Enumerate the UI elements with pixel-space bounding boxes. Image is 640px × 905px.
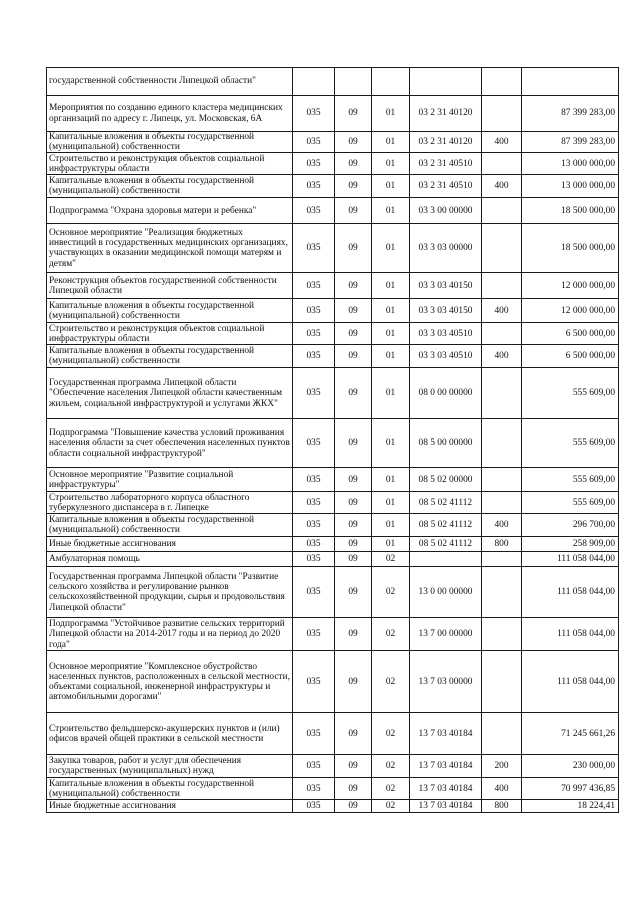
- row-section-code: 09: [335, 96, 372, 132]
- row-subsection-code: 01: [372, 323, 410, 345]
- row-target-code: 03 3 03 40150: [410, 273, 482, 299]
- row-target-code: 03 2 31 40120: [410, 132, 482, 153]
- row-amount: 18 224,41: [522, 800, 619, 813]
- row-name: Подпрограмма "Повышение качества условий проживания населения области за счет обеспечения населенных пунктов области социальной инфраструктурой": [47, 419, 293, 468]
- row-subsection-code: 01: [372, 153, 410, 175]
- row-ved-code: 035: [293, 537, 335, 552]
- row-ved-code: 035: [293, 618, 335, 651]
- row-target-code: 13 7 03 40184: [410, 800, 482, 813]
- row-name: Амбулаторная помощь: [47, 552, 293, 567]
- row-section-code: 09: [335, 224, 372, 273]
- row-target-code: 13 7 03 00000: [410, 651, 482, 713]
- row-expense-type: [482, 713, 522, 755]
- row-expense-type: [482, 68, 522, 96]
- row-target-code: 13 7 03 40184: [410, 713, 482, 755]
- table-row: [47, 368, 619, 419]
- row-name: Иные бюджетные ассигнования: [47, 537, 293, 552]
- table-row: [47, 198, 619, 224]
- row-name: Государственная программа Липецкой области "Обеспечение населения Липецкой области качественным жильем, социальной инфраструктурой и услугами ЖКХ": [47, 368, 293, 419]
- row-subsection-code: 01: [372, 419, 410, 468]
- row-ved-code: 035: [293, 567, 335, 618]
- row-section-code: 09: [335, 153, 372, 175]
- row-name: Подпрограмма "Устойчивое развитие сельских территорий Липецкой области на 2014-2017 годы и на период до 2020 года": [47, 618, 293, 651]
- row-amount: 555 609,00: [522, 492, 619, 514]
- row-ved-code: 035: [293, 323, 335, 345]
- row-section-code: 09: [335, 345, 372, 368]
- row-expense-type: [482, 153, 522, 175]
- row-subsection-code: 01: [372, 514, 410, 537]
- row-expense-type: [482, 468, 522, 492]
- row-ved-code: 035: [293, 132, 335, 153]
- row-expense-type: 200: [482, 755, 522, 778]
- row-name: Капитальные вложения в объекты государственной (муниципальной) собственности: [47, 514, 293, 537]
- row-name: Строительство лабораторного корпуса областного туберкулезного диспансера в г. Липецке: [47, 492, 293, 514]
- row-ved-code: 035: [293, 96, 335, 132]
- row-amount: 70 997 436,85: [522, 778, 619, 800]
- table-row: [47, 552, 619, 567]
- row-section-code: 09: [335, 132, 372, 153]
- row-section-code: 09: [335, 713, 372, 755]
- row-amount: 258 909,00: [522, 537, 619, 552]
- row-section-code: 09: [335, 537, 372, 552]
- row-target-code: 08 5 02 41112: [410, 514, 482, 537]
- row-target-code: 03 2 31 40510: [410, 175, 482, 198]
- row-amount: 6 500 000,00: [522, 323, 619, 345]
- row-ved-code: 035: [293, 153, 335, 175]
- table-row: [47, 618, 619, 651]
- row-subsection-code: 02: [372, 778, 410, 800]
- row-target-code: [410, 552, 482, 567]
- row-target-code: [410, 68, 482, 96]
- row-subsection-code: 01: [372, 224, 410, 273]
- row-target-code: 03 3 03 00000: [410, 224, 482, 273]
- row-expense-type: [482, 198, 522, 224]
- table-row: [47, 299, 619, 323]
- row-target-code: 13 7 00 00000: [410, 618, 482, 651]
- row-target-code: 03 3 03 40510: [410, 323, 482, 345]
- row-name: Капитальные вложения в объекты государственной (муниципальной) собственности: [47, 778, 293, 800]
- table-row: [47, 175, 619, 198]
- row-ved-code: 035: [293, 368, 335, 419]
- row-expense-type: 400: [482, 345, 522, 368]
- table-row: [47, 224, 619, 273]
- row-expense-type: 800: [482, 537, 522, 552]
- row-expense-type: 800: [482, 800, 522, 813]
- row-target-code: 08 5 02 41112: [410, 492, 482, 514]
- row-amount: 111 058 044,00: [522, 618, 619, 651]
- row-subsection-code: 02: [372, 800, 410, 813]
- row-section-code: 09: [335, 198, 372, 224]
- table-row: [47, 800, 619, 813]
- table-row: [47, 537, 619, 552]
- budget-table: [46, 67, 619, 813]
- row-amount: 12 000 000,00: [522, 299, 619, 323]
- row-target-code: 13 7 03 40184: [410, 778, 482, 800]
- row-subsection-code: 01: [372, 299, 410, 323]
- table-row: [47, 273, 619, 299]
- table-row: [47, 153, 619, 175]
- row-subsection-code: 01: [372, 368, 410, 419]
- row-section-code: [335, 68, 372, 96]
- row-name: Подпрограмма "Охрана здоровья матери и ребенка": [47, 198, 293, 224]
- row-name: Реконструкция объектов государственной собственности Липецкой области: [47, 273, 293, 299]
- row-expense-type: 400: [482, 299, 522, 323]
- row-subsection-code: 01: [372, 273, 410, 299]
- row-section-code: 09: [335, 552, 372, 567]
- row-target-code: 08 0 00 00000: [410, 368, 482, 419]
- table-row: [47, 468, 619, 492]
- row-ved-code: 035: [293, 224, 335, 273]
- row-ved-code: 035: [293, 713, 335, 755]
- row-expense-type: [482, 651, 522, 713]
- row-target-code: 13 0 00 00000: [410, 567, 482, 618]
- row-ved-code: 035: [293, 552, 335, 567]
- row-subsection-code: 02: [372, 713, 410, 755]
- row-ved-code: 035: [293, 492, 335, 514]
- table-row: [47, 492, 619, 514]
- row-expense-type: [482, 618, 522, 651]
- row-subsection-code: 01: [372, 96, 410, 132]
- table-row: [47, 514, 619, 537]
- row-name: Капитальные вложения в объекты государственной (муниципальной) собственности: [47, 299, 293, 323]
- row-section-code: 09: [335, 175, 372, 198]
- row-amount: 87 399 283,00: [522, 96, 619, 132]
- row-target-code: 03 2 31 40510: [410, 153, 482, 175]
- row-name: Капитальные вложения в объекты государственной (муниципальной) собственности: [47, 132, 293, 153]
- row-name: Строительство и реконструкция объектов социальной инфраструктуры области: [47, 153, 293, 175]
- row-subsection-code: [372, 68, 410, 96]
- table-row: [47, 132, 619, 153]
- row-section-code: 09: [335, 468, 372, 492]
- row-name: Капитальные вложения в объекты государственной (муниципальной) собственности: [47, 175, 293, 198]
- row-name: Закупка товаров, работ и услуг для обеспечения государственных (муниципальных) нужд: [47, 755, 293, 778]
- table-row: [47, 345, 619, 368]
- row-name: Основное мероприятие "Комплексное обустройство населенных пунктов, расположенных в сельской местности, объектами социальной, инженерной инфраструктуры и автомобильными дорогами": [47, 651, 293, 713]
- row-name: государственной собственности Липецкой области": [47, 68, 293, 96]
- row-section-code: 09: [335, 651, 372, 713]
- row-expense-type: [482, 273, 522, 299]
- row-amount: 13 000 000,00: [522, 175, 619, 198]
- row-amount: 71 245 661,26: [522, 713, 619, 755]
- row-name: Государственная программа Липецкой области "Развитие сельского хозяйства и регулирование рынков сельскохозяйственной продукции, сырья и продовольствия Липецкой области": [47, 567, 293, 618]
- row-ved-code: 035: [293, 299, 335, 323]
- row-subsection-code: 02: [372, 755, 410, 778]
- row-subsection-code: 01: [372, 492, 410, 514]
- row-subsection-code: 02: [372, 651, 410, 713]
- table-row: [47, 567, 619, 618]
- row-subsection-code: 01: [372, 468, 410, 492]
- table-row: [47, 419, 619, 468]
- row-expense-type: [482, 224, 522, 273]
- row-subsection-code: 02: [372, 552, 410, 567]
- row-expense-type: [482, 552, 522, 567]
- row-subsection-code: 01: [372, 537, 410, 552]
- row-target-code: 08 5 02 41112: [410, 537, 482, 552]
- row-subsection-code: 02: [372, 567, 410, 618]
- row-name: Иные бюджетные ассигнования: [47, 800, 293, 813]
- table-row: [47, 96, 619, 132]
- row-amount: 555 609,00: [522, 468, 619, 492]
- row-expense-type: [482, 96, 522, 132]
- row-expense-type: [482, 419, 522, 468]
- row-amount: 111 058 044,00: [522, 651, 619, 713]
- row-name: Капитальные вложения в объекты государственной (муниципальной) собственности: [47, 345, 293, 368]
- row-target-code: 03 3 03 40510: [410, 345, 482, 368]
- table-row: [47, 68, 619, 96]
- row-section-code: 09: [335, 514, 372, 537]
- row-ved-code: 035: [293, 273, 335, 299]
- row-name: Строительство и реконструкция объектов социальной инфраструктуры области: [47, 323, 293, 345]
- row-ved-code: 035: [293, 468, 335, 492]
- row-section-code: 09: [335, 368, 372, 419]
- row-amount: 555 609,00: [522, 368, 619, 419]
- row-section-code: 09: [335, 755, 372, 778]
- row-ved-code: 035: [293, 651, 335, 713]
- row-section-code: 09: [335, 419, 372, 468]
- row-target-code: 08 5 02 00000: [410, 468, 482, 492]
- row-expense-type: [482, 368, 522, 419]
- row-expense-type: [482, 323, 522, 345]
- row-ved-code: 035: [293, 755, 335, 778]
- row-target-code: 13 7 03 40184: [410, 755, 482, 778]
- row-amount: 87 399 283,00: [522, 132, 619, 153]
- row-section-code: 09: [335, 618, 372, 651]
- row-amount: 18 500 000,00: [522, 224, 619, 273]
- row-ved-code: 035: [293, 514, 335, 537]
- row-section-code: 09: [335, 273, 372, 299]
- table-row: [47, 755, 619, 778]
- row-section-code: 09: [335, 567, 372, 618]
- row-subsection-code: 01: [372, 132, 410, 153]
- row-ved-code: 035: [293, 800, 335, 813]
- row-ved-code: 035: [293, 345, 335, 368]
- row-amount: 18 500 000,00: [522, 198, 619, 224]
- row-subsection-code: 01: [372, 198, 410, 224]
- row-amount: [522, 68, 619, 96]
- row-name: Основное мероприятие "Развитие социальной инфраструктуры": [47, 468, 293, 492]
- row-name: Основное мероприятие "Реализация бюджетных инвестиций в государственных медицинских организациях, участвующих в оказании медицинской помощи матерям и детям": [47, 224, 293, 273]
- row-subsection-code: 02: [372, 618, 410, 651]
- row-target-code: 03 3 03 40150: [410, 299, 482, 323]
- row-amount: 111 058 044,00: [522, 567, 619, 618]
- row-expense-type: 400: [482, 778, 522, 800]
- row-amount: 230 000,00: [522, 755, 619, 778]
- row-amount: 12 000 000,00: [522, 273, 619, 299]
- table-row: [47, 778, 619, 800]
- row-section-code: 09: [335, 800, 372, 813]
- row-expense-type: [482, 492, 522, 514]
- row-target-code: 03 3 00 00000: [410, 198, 482, 224]
- row-expense-type: 400: [482, 132, 522, 153]
- row-amount: 296 700,00: [522, 514, 619, 537]
- row-name: Мероприятия по созданию единого кластера медицинских организаций по адресу г. Липецк, ул. Московская, 6А: [47, 96, 293, 132]
- row-subsection-code: 01: [372, 345, 410, 368]
- row-ved-code: 035: [293, 175, 335, 198]
- row-amount: 111 058 044,00: [522, 552, 619, 567]
- row-section-code: 09: [335, 778, 372, 800]
- row-expense-type: [482, 567, 522, 618]
- row-section-code: 09: [335, 492, 372, 514]
- row-ved-code: [293, 68, 335, 96]
- row-target-code: 08 5 00 00000: [410, 419, 482, 468]
- row-amount: 555 609,00: [522, 419, 619, 468]
- row-section-code: 09: [335, 299, 372, 323]
- row-expense-type: 400: [482, 514, 522, 537]
- row-ved-code: 035: [293, 778, 335, 800]
- row-amount: 6 500 000,00: [522, 345, 619, 368]
- table-body: [47, 68, 619, 813]
- table-row: [47, 713, 619, 755]
- row-ved-code: 035: [293, 198, 335, 224]
- row-amount: 13 000 000,00: [522, 153, 619, 175]
- table-row: [47, 323, 619, 345]
- row-ved-code: 035: [293, 419, 335, 468]
- row-expense-type: 400: [482, 175, 522, 198]
- row-target-code: 03 2 31 40120: [410, 96, 482, 132]
- row-subsection-code: 01: [372, 175, 410, 198]
- row-name: Строительство фельдшерско-акушерских пунктов и (или) офисов врачей общей практики в сельской местности: [47, 713, 293, 755]
- table-row: [47, 651, 619, 713]
- row-section-code: 09: [335, 323, 372, 345]
